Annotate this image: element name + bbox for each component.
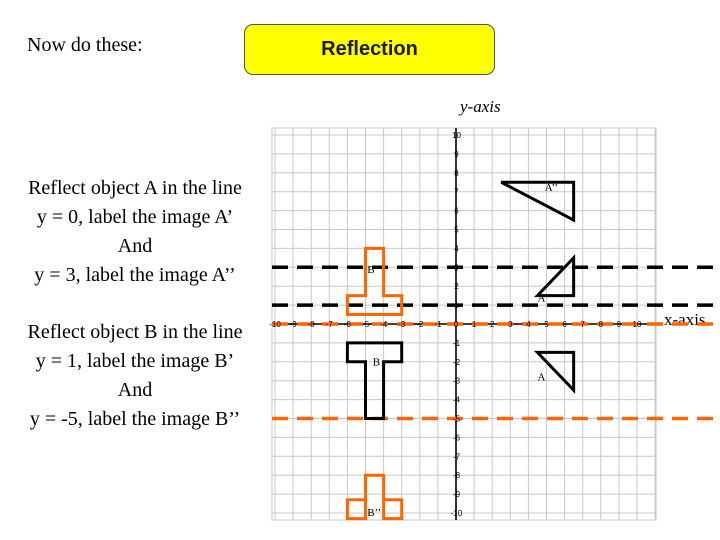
page-heading: Now do these: xyxy=(27,34,143,56)
instruction-b-line-1: Reflect object B in the line xyxy=(27,321,243,343)
x-tick-label: 7 xyxy=(580,320,585,329)
y-tick-label: 10 xyxy=(452,131,461,140)
y-tick-label: -7 xyxy=(452,452,461,462)
y-tick-label: 4 xyxy=(454,244,459,254)
x-tick-label: 0 xyxy=(453,320,459,329)
y-tick-label: -5 xyxy=(452,414,461,424)
label-a-double-prime: A’’ xyxy=(544,181,558,194)
x-tick-label: 2 xyxy=(489,320,495,329)
x-tick-label: 3 xyxy=(508,320,513,329)
x-tick-label: 1 xyxy=(471,320,477,329)
instruction-a-line-2: y = 0, label the image A’ xyxy=(36,206,234,228)
x-axis-label: x-axis xyxy=(664,310,706,329)
y-tick-label: -6 xyxy=(452,433,461,443)
y-tick-label: 2 xyxy=(454,282,459,292)
x-tick-label: -10 xyxy=(269,320,281,329)
x-tick-label: 6 xyxy=(562,320,567,329)
y-tick-label: 3 xyxy=(454,263,459,273)
x-tick-label: -6 xyxy=(343,320,351,329)
x-tick-label: -8 xyxy=(307,320,315,329)
y-tick-label: 7 xyxy=(454,187,459,197)
y-tick-label: -9 xyxy=(452,490,461,500)
x-tick-label: -4 xyxy=(380,320,388,329)
x-tick-label: 4 xyxy=(526,320,531,329)
label-b-double-prime: B’’ xyxy=(367,506,382,519)
instruction-b-line-4: y = -5, label the image B’’ xyxy=(29,408,241,430)
x-tick-label: 10 xyxy=(632,320,642,329)
x-tick-label: 8 xyxy=(598,320,604,329)
y-tick-label: -2 xyxy=(452,357,461,367)
y-tick-label: -1 xyxy=(452,338,461,348)
y-tick-label: 1 xyxy=(454,301,459,311)
instruction-b-line-3: And xyxy=(117,379,153,401)
x-tick-label: -9 xyxy=(289,320,297,329)
instruction-a-line-1: Reflect object A in the line xyxy=(28,177,242,199)
label-b: B xyxy=(372,356,381,369)
y-axis-label: y-axis xyxy=(460,97,501,116)
x-tick-label: 5 xyxy=(544,320,549,329)
y-tick-label: 6 xyxy=(454,206,459,216)
y-tick-label: -3 xyxy=(452,376,461,386)
label-a: A xyxy=(537,371,546,384)
x-tick-label: -7 xyxy=(325,320,333,329)
label-b-prime: B’ xyxy=(367,263,379,276)
instruction-a-line-3: And xyxy=(117,235,153,257)
y-tick-label: 8 xyxy=(454,168,459,178)
label-a-prime: A’ xyxy=(537,292,548,305)
y-tick-label: -8 xyxy=(452,471,461,481)
x-tick-label: -3 xyxy=(398,320,406,329)
x-tick-label: -5 xyxy=(361,320,370,329)
y-tick-label: 9 xyxy=(454,149,459,159)
page-title: Reflection xyxy=(321,38,418,60)
y-tick-label: -4 xyxy=(452,395,461,405)
y-tick-label: -10 xyxy=(450,509,463,518)
x-tick-label: -1 xyxy=(434,320,442,329)
x-tick-label: 9 xyxy=(616,320,622,329)
instruction-b-line-2: y = 1, label the image B’ xyxy=(35,350,235,372)
instruction-a-line-4: y = 3, label the image A’’ xyxy=(34,264,236,286)
x-tick-label: -2 xyxy=(416,320,424,329)
y-tick-label: 5 xyxy=(454,225,459,235)
